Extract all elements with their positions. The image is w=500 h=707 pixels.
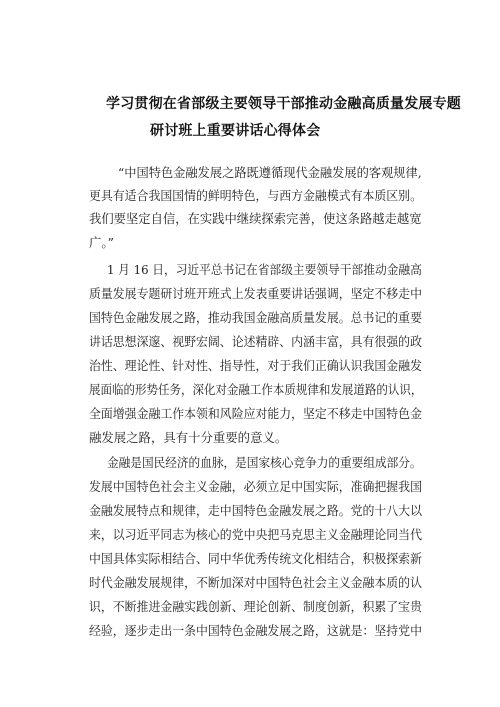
body-text-line: 发展中国特色社会主义金融，必须立足中国实际，准确把握我国 (89, 479, 422, 494)
body-text-line: 1 月 16 日，习近平总书记在省部级主要领导干部推动金融高 (107, 262, 422, 277)
body-text-line: 治性、理论性、针对性、指导性，对于我们正确认识我国金融发 (89, 358, 422, 373)
body-text-line: “中国特色金融发展之路既遵循现代金融发展的客观规律, (118, 165, 422, 180)
body-text-line: 金融发展特点和规律，走中国特色金融发展之路。党的十八大以 (89, 503, 422, 518)
body-text-line: 时代金融发展规律，不断加深对中国特色社会主义金融本质的认 (89, 575, 422, 590)
body-text-line: 广。” (89, 235, 114, 250)
body-text-line: 展面临的形势任务，深化对金融工作本质规律和发展道路的认识， (89, 382, 423, 397)
body-text-line: 中国具体实际相结合、同中华优秀传统文化相结合，积极探索新 (89, 551, 422, 566)
document-title-line-2: 研讨班上重要讲话心得体会 (150, 123, 321, 139)
body-text-line: 来，以习近平同志为核心的党中央把马克思主义金融理论同当代 (89, 527, 422, 542)
body-text-line: 识，不断推进金融实践创新、理论创新、制度创新，积累了宝贵 (89, 599, 422, 614)
document-title-line-1: 学习贯彻在省部级主要领导干部推动金融高质量发展专题 (106, 96, 461, 112)
body-text-line: 国特色金融发展之路，推动我国金融高质量发展。总书记的重要 (89, 310, 422, 325)
body-text-line: 金融是国民经济的血脉，是国家核心竞争力的重要组成部分。 (107, 455, 422, 470)
body-text-line: 经验，逐步走出一条中国特色金融发展之路，这就是：坚持党中 (89, 623, 422, 638)
body-text-line: 更具有适合我国国情的鲜明特色，与西方金融模式有本质区别。 (89, 188, 422, 203)
body-text-line: 我们要坚定自信，在实践中继续探索完善，使这条路越走越宽 (89, 211, 422, 226)
body-text-line: 质量发展专题研讨班开班式上发表重要讲话强调，坚定不移走中 (89, 286, 422, 301)
body-text-line: 讲话思想深邃、视野宏阔、论述精辟、内涵丰富，具有很强的政 (89, 334, 422, 349)
body-text-line: 全面增强金融工作本领和风险应对能力，坚定不移走中国特色金 (89, 406, 422, 421)
body-text-line: 融发展之路，具有十分重要的意义。 (89, 430, 288, 445)
